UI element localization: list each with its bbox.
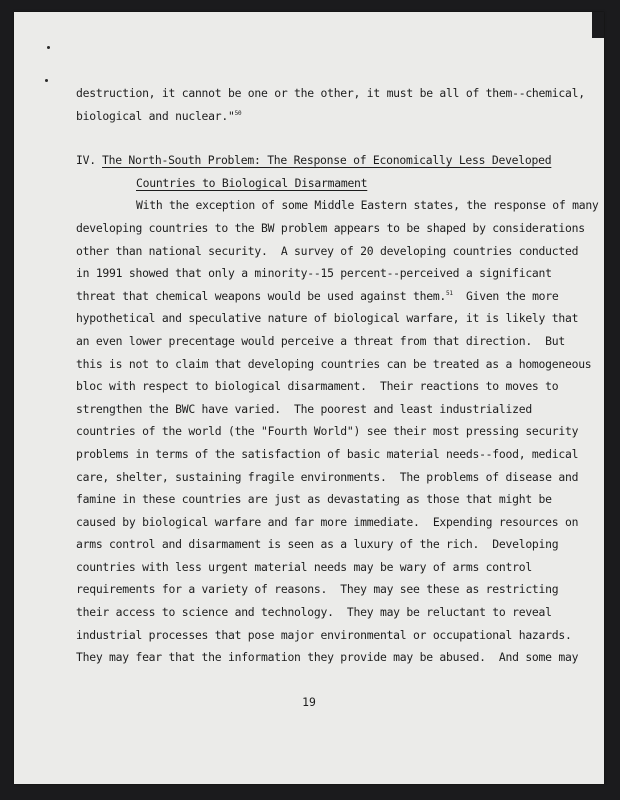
section-number: IV. [76,153,96,168]
section-title-line1: The North-South Problem: The Response of Economically Less Developed [102,153,552,168]
text-line: in 1991 showed that only a minority--15 percent--perceived a significant [76,266,552,281]
text-line: developing countries to the BW problem appears to be shaped by considerations [76,220,585,235]
text-line: countries of the world (the "Fourth World") see their most pressing security [76,424,579,439]
text-line [76,285,559,308]
page-number: 19 [302,695,316,709]
punch-mark [45,79,48,82]
footnote-ref: 51 [446,289,453,297]
text-line: requirements for a variety of reasons. They may see these as restricting [76,582,559,597]
section-heading-cont [76,172,546,195]
text-line: care, shelter, sustaining fragile environments. The problems of disease and [76,469,579,484]
text-line: famine in these countries are just as devastating as those that might be [76,492,552,507]
text-line: an even lower precentage would perceive a threat from that direction. But [76,333,565,348]
text-line: countries with less urgent material needs may be wary of arms control [76,559,532,574]
text-line [76,105,546,128]
punch-mark [47,46,50,49]
body-text [76,82,599,669]
footnote-ref: 50 [234,109,242,117]
text-line: other than national security. A survey of 20 developing countries conducted [76,243,579,258]
document-page [14,12,604,784]
text-line: hypothetical and speculative nature of biological warfare, it is likely that [76,311,579,326]
text-line: They may fear that the information they provide may be abused. And some may [76,650,579,665]
text-fragment: Given the more [452,288,559,303]
text-line: bloc with respect to biological disarmament. Their reactions to moves to [76,379,559,394]
text-line: problems in terms of the satisfaction of basic material needs--food, medical [76,446,579,461]
text-line: strengthen the BWC have varied. The poorest and least industrialized [76,401,532,416]
page-corner-tab [592,12,604,38]
text-line: destruction, it cannot be one or the other, it must be all of them--chemical, [76,86,585,100]
text-line: caused by biological warfare and far more immediate. Expending resources on [76,514,579,529]
text-fragment: threat that chemical weapons would be used against them. [76,288,447,303]
text-line: arms control and disarmament is seen as a luxury of the rich. Developing [76,537,559,552]
text-line: this is not to claim that developing countries can be treated as a homogeneous [76,356,592,371]
section-title-line2: Countries to Biological Disarmament [136,175,368,190]
text-line: With the exception of some Middle Eastern states, the response of many [136,198,599,213]
text-fragment: biological and nuclear." [76,108,235,123]
text-line: their access to science and technology. They may be reluctant to reveal [76,605,552,620]
section-heading [76,149,552,172]
text-line: industrial processes that pose major environmental or occupational hazards. [76,627,572,642]
